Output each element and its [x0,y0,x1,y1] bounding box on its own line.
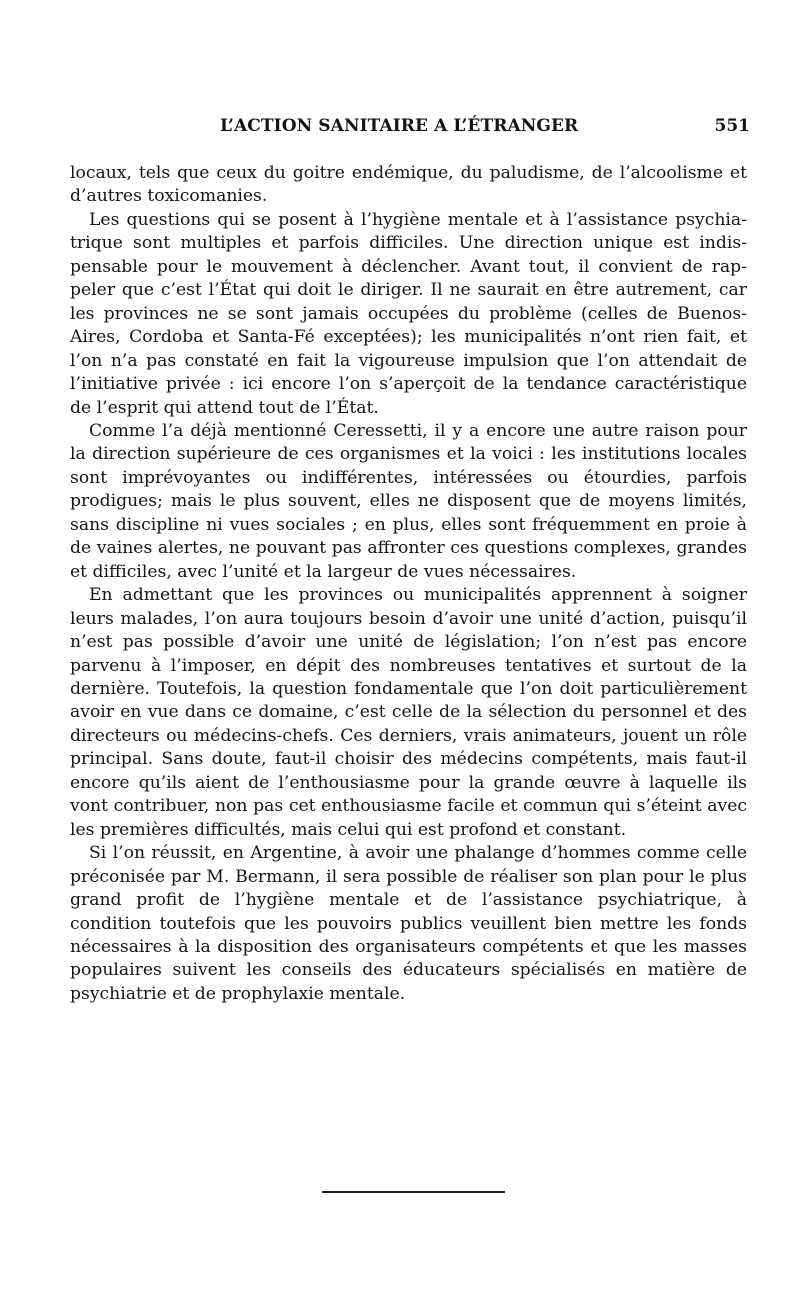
paragraph-4: En admettant que les provinces ou municipalités apprennent à soigner leurs malades, l’on aura toujours besoin d’avoir une unité d’action, puisqu’il n’est pas possible d’avoir une unité de législation; l’on n’est pas encore parvenu à l’imposer, en dépit des nombreuses tentatives et surtout de la dernière. Toutefois, la question fondamentale que l’on doit particulièrement avoir en vue dans ce domaine, c’est celle de la sélection du personnel et des directeurs ou médecins-chefs. Ces derniers, vrais animateurs, jouent un rôle principal. Sans doute, faut-il choisir des médecins compétents, mais faut-il encore qu’ils aient de l’enthousiasme pour la grande œuvre à laquelle ils vont contribuer, non pas cet enthousiasme facile et commun qui s’éteint avec les premières difficultés, mais celui qui est profond et constant. [70,585,747,840]
paragraph-3: Comme l’a déjà mentionné Ceressetti, il y a encore une autre raison pour la direction supérieure de ces organismes et la voici : les institutions locales sont imprévoyantes ou indifférentes, intéressées ou étourdies, parfois prodigues; mais le plus souvent, elles ne disposent que de moyens limités, sans discipline ni vues sociales ; en plus, elles sont fréquemment en proie à de vaines alertes, ne pouvant pas affronter ces questions complexes, grandes et difficiles, avec l’unité et la largeur de vues nécessaires. [70,420,747,582]
page-number: 551 [714,116,750,136]
paragraph-2: Les questions qui se posent à l’hygiène mentale et à l’assistance psychiatrique sont multiples et parfois difficiles. Une direction unique est indispensable pour le mouvement à déclencher. Avant tout, il convient de rappeler que c’est l’État qui doit le diriger. Il ne saurait en être autrement, car les provinces ne se sont jamais occupées du problème (celles de Buenos-Aires, Cordoba et Santa-Fé exceptées); les municipalités n’ont rien fait, et l’on n’a pas constaté en fait la vigoureuse impulsion que l’on attendait de l’initiative privée : ici encore l’on s’aperçoit de la tendance caractéristique de l’esprit qui attend tout de l’État. [70,209,747,418]
paragraph-5: Si l’on réussit, en Argentine, à avoir une phalange d’hommes comme celle préconisée par M. Bermann, il sera possible de réaliser son plan pour le plus grand profit de l’hygiène mentale et de l’assistance psychiatrique, à condition toutefois que les pouvoirs publics veuillent bien mettre les fonds nécessaires à la disposition des organisateurs compétents et que les masses populaires suivent les conseils des éducateurs spécialisés en matière de psychiatrie et de prophylaxie mentale. [70,843,747,1004]
running-title: L’ACTION SANITAIRE A L’ÉTRANGER [220,116,579,136]
end-rule [322,1191,505,1193]
page-header [70,116,750,140]
paragraph-1: locaux, tels que ceux du goitre endémique, du paludisme, de l’alcoolisme et d’autres toxicomanies. [70,163,747,207]
body-text [70,162,747,1006]
